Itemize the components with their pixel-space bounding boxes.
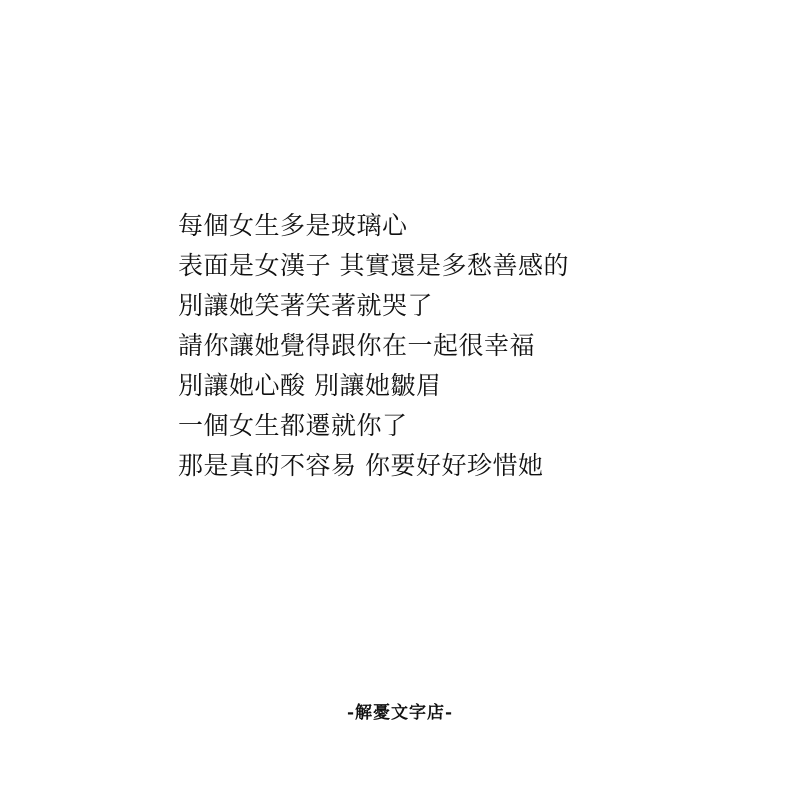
poem-line: 一個女生都遷就你了 — [178, 411, 408, 440]
poem-line: 表面是女漢子 其實還是多愁善感的 — [178, 251, 569, 280]
poem-line: 那是真的不容易 你要好好珍惜她 — [178, 451, 544, 480]
poem-line: 別讓她笑著笑著就哭了 — [178, 291, 434, 320]
poem-line: 請你讓她覺得跟你在一起很幸福 — [178, 331, 536, 360]
poem-line: 每個女生多是玻璃心 — [178, 211, 408, 240]
poem-line: 別讓她心酸 別讓她皺眉 — [178, 371, 442, 400]
poem-text-block — [178, 206, 698, 486]
signature-credit: -解憂文字店- — [346, 703, 454, 723]
